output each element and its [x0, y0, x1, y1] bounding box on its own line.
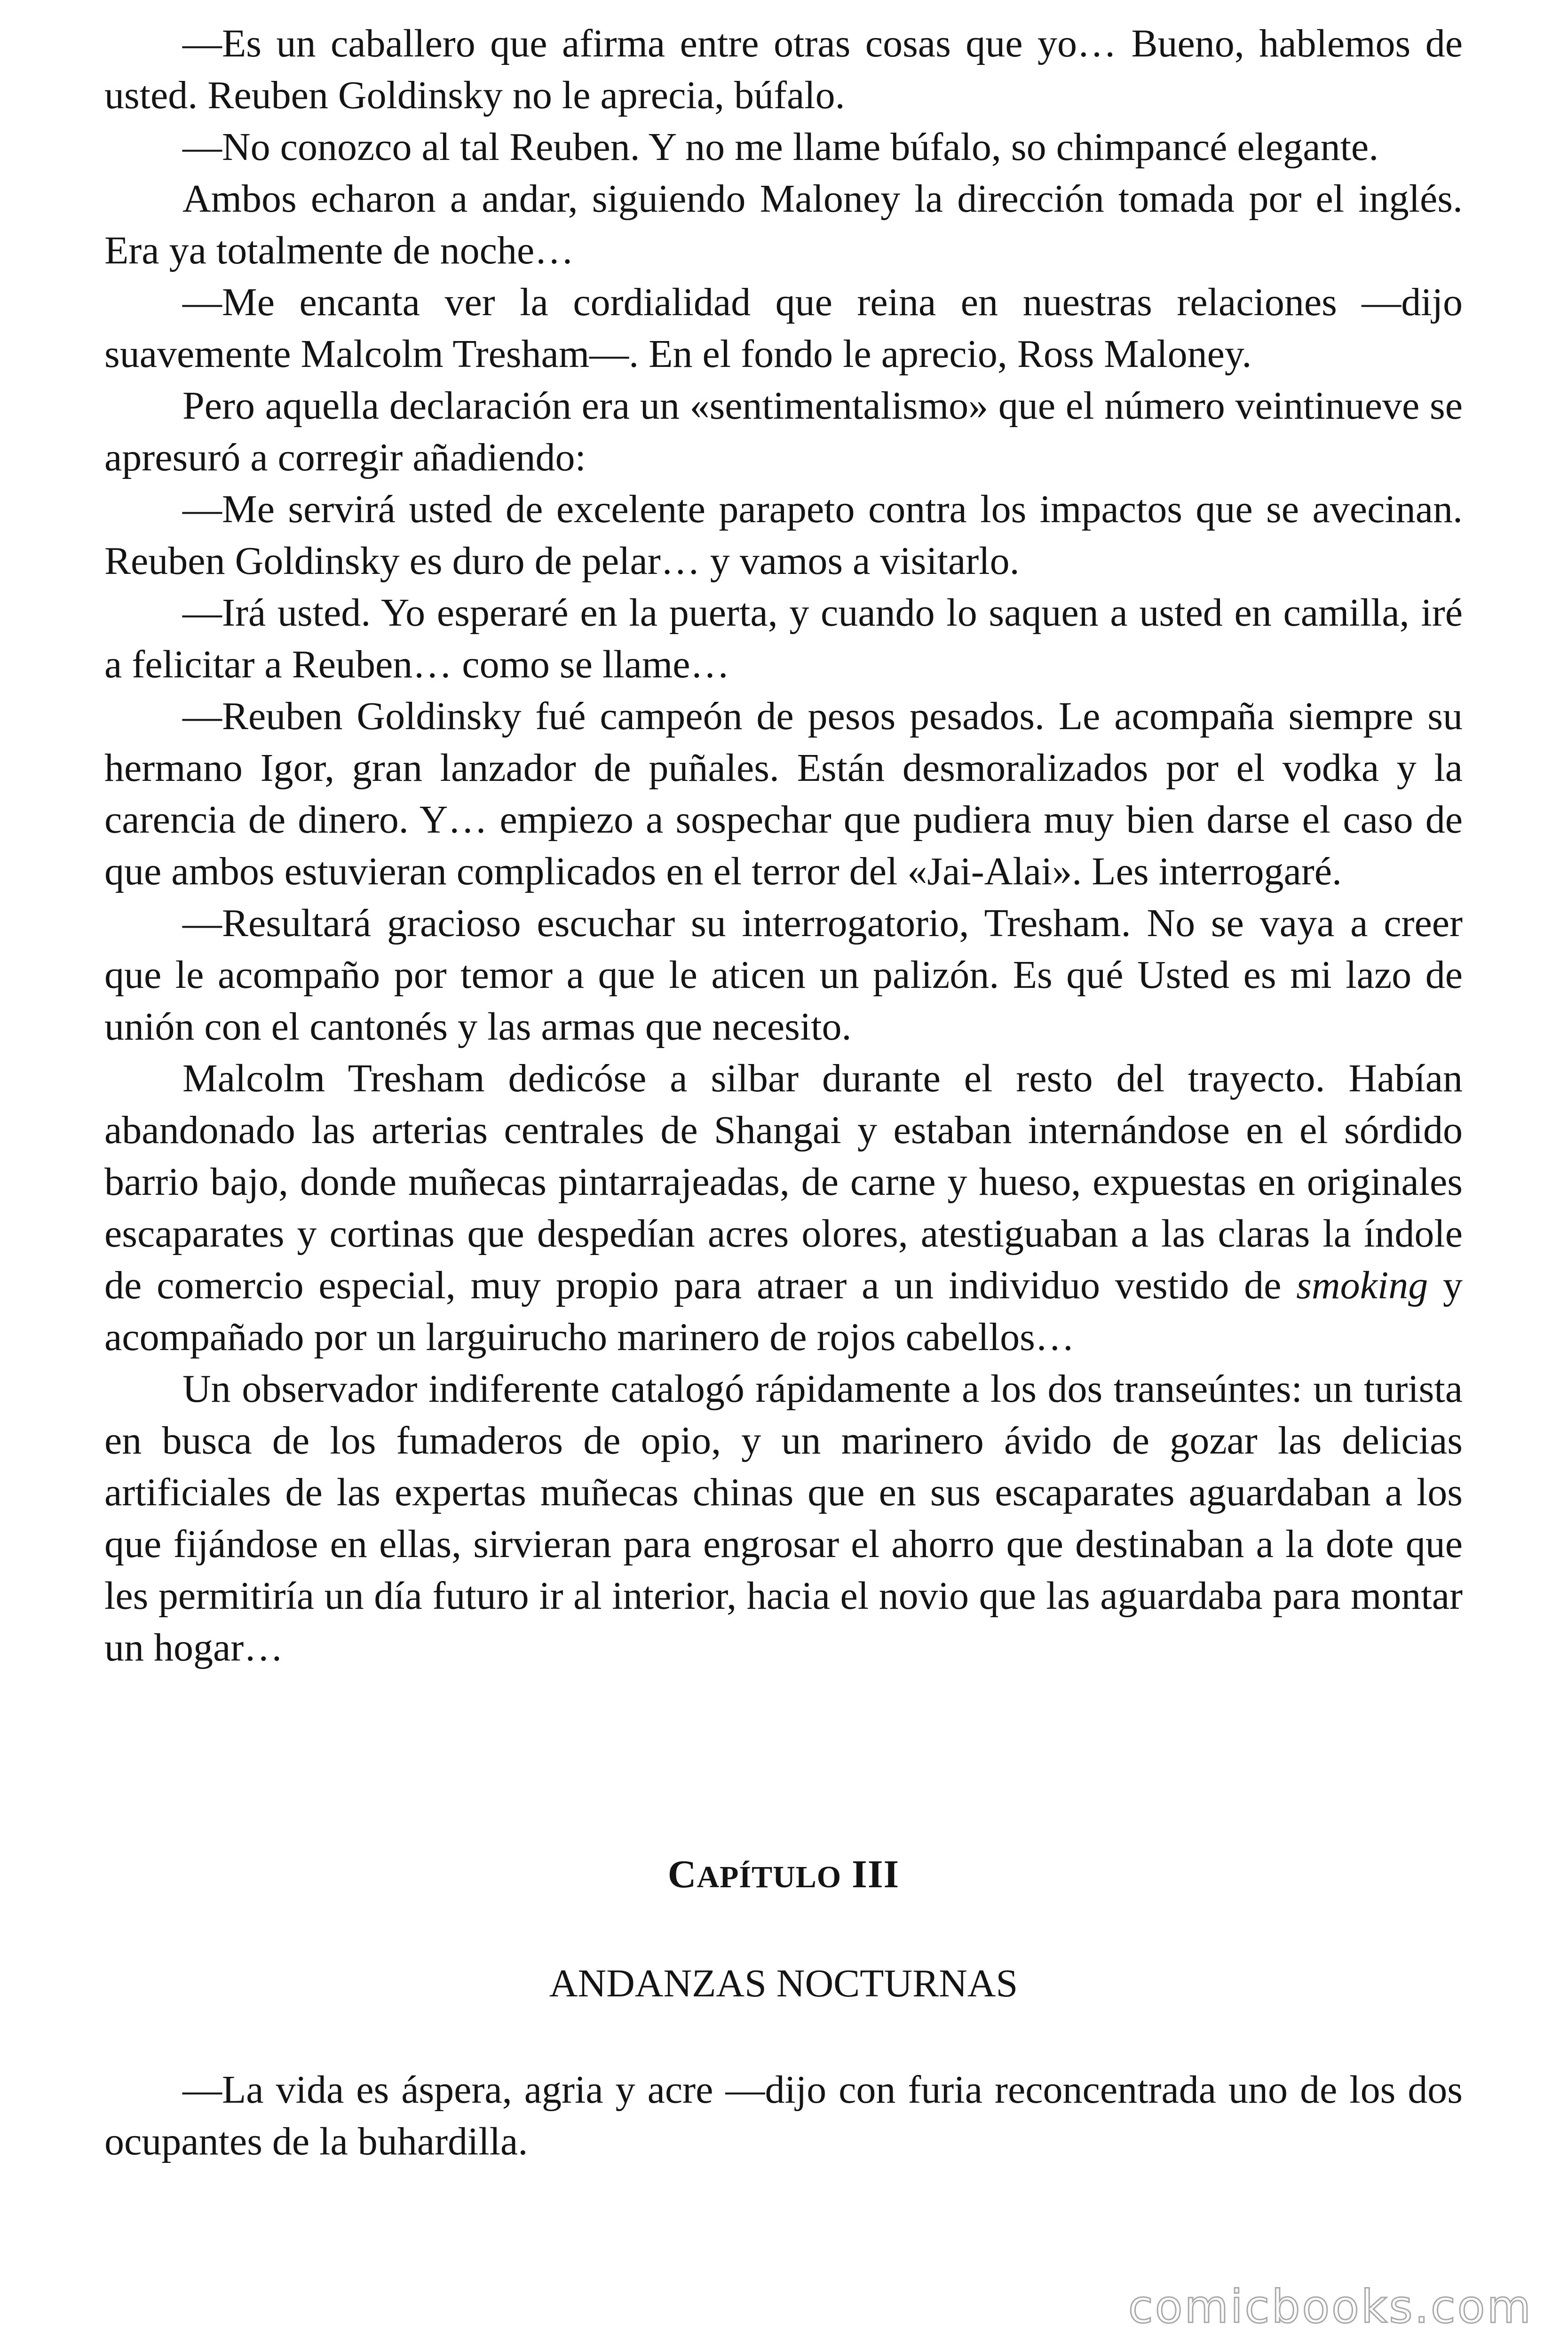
paragraph-text: y acompañado por un larguirucho marinero de rojos cabellos… [104, 1263, 1463, 1359]
paragraph: —Resultará gracioso escuchar su interrogatorio, Tresham. No se vaya a creer que le acompaño por temor a que le aticen un palizón. Es qué Usted es mi lazo de unión con el cantonés y las armas que necesito. [104, 901, 1463, 1049]
watermark: comicbooks.com [1128, 2280, 1533, 2333]
paragraph: —La vida es áspera, agria y acre —dijo con furia reconcentrada uno de los dos ocupantes de la buhardilla. [104, 2068, 1463, 2163]
paragraph: —Irá usted. Yo esperaré en la puerta, y cuando lo saquen a usted en camilla, iré a felicitar a Reuben… como se llame… [104, 591, 1463, 686]
chapter-number: III [852, 1852, 900, 1896]
paragraph: —Me servirá usted de excelente parapeto contra los impactos que se avecinan. Reuben Goldinsky es duro de pelar… y vamos a visitarlo. [104, 487, 1463, 583]
paragraph-text: Malcolm Tresham dedicóse a silbar durante el resto del trayecto. Habían abandonado las arterias centrales de Shangai y estaban internándose en el sórdido barrio bajo, donde muñecas pintarrajeadas, de carne y hueso, expuestas en originales escaparates y cortinas que despedían acres olores, atestiguaban a las claras la índole de comercio especial, muy propio para atraer a un individuo vestido de [104, 1057, 1463, 1307]
paragraph: —Reuben Goldinsky fué campeón de pesos pesados. Le acompaña siempre su hermano Igor, gran lanzador de puñales. Están desmoralizados por el vodka y la carencia de dinero. Y… empiezo a sospechar que pudiera muy bien darse el caso de que ambos estuvieran complicados en el terror del «Jai-Alai». Les interrogaré. [104, 694, 1463, 893]
title-spacer [104, 2010, 1463, 2064]
chapter-heading [104, 1849, 1463, 1903]
paragraph: —Es un caballero que afirma entre otras cosas que yo… Bueno, hablemos de usted. Reuben Goldinsky no le aprecia, búfalo. [104, 22, 1463, 117]
paragraph: Pero aquella declaración era un «sentimentalismo» que el número veintinueve se apresuró a corregir añadiendo: [104, 384, 1463, 479]
page-text [104, 18, 1463, 2168]
chapter-label-rest: APÍTULO [697, 1860, 842, 1894]
paragraph: Ambos echaron a andar, siguiendo Maloney la dirección tomada por el inglés. Era ya totalmente de noche… [104, 177, 1463, 272]
paragraph [104, 1053, 1463, 1363]
chapter-label-initial: C [667, 1852, 697, 1896]
chapter-spacer [104, 1903, 1463, 1958]
paragraph: —No conozco al tal Reuben. Y no me llame búfalo, so chimpancé elegante. [182, 125, 1379, 169]
paragraph: —Me encanta ver la cordialidad que reina en nuestras relaciones —dijo suavemente Malcolm Tresham—. En el fondo le aprecio, Ross Maloney. [104, 280, 1463, 376]
section-spacer [104, 1674, 1463, 1849]
chapter-title: ANDANZAS NOCTURNAS [549, 1962, 1018, 2005]
paragraph: Un observador indiferente catalogó rápidamente a los dos transeúntes: un turista en busca de los fumaderos de opio, y un marinero ávido de gozar las delicias artificiales de las expertas muñecas chinas que en sus escaparates aguardaban a los que fijándose en ellas, sirvieran para engrosar el ahorro que destinaban a la dote que les permitiría un día futuro ir al interior, hacia el novio que las aguardaba para montar un hogar… [104, 1367, 1463, 1669]
italic-word: smoking [1296, 1263, 1428, 1307]
